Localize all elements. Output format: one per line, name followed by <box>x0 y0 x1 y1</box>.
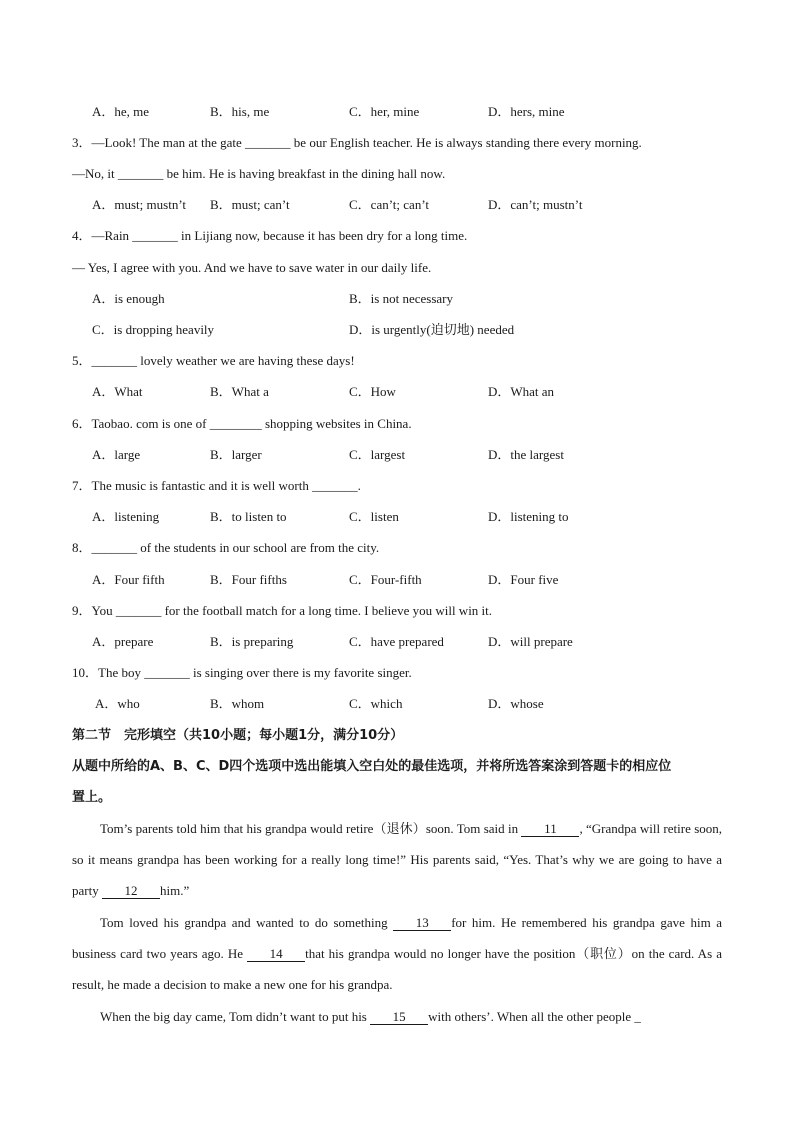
q6-option-c: C．largest <box>349 447 406 462</box>
q4-stem: 4．—Rain _______ in Lijiang now, because it has been dry for a long time. <box>72 228 468 243</box>
q6-option-b: B．larger <box>210 447 262 462</box>
q7-option-c: C．listen <box>349 509 399 524</box>
q5-option-a: A．What <box>92 384 143 399</box>
q3-option-a: A．must; mustn’t <box>92 197 187 212</box>
q7-option-d: D．listening to <box>488 509 569 524</box>
section-title: 第二节 完形填空（共10小题；每小题1分，满分10分） <box>72 728 404 743</box>
q3-stem: 3．—Look! The man at the gate _______ be our English teacher. He is always standing there every morning. <box>72 135 642 150</box>
blank-11: 11 <box>521 822 579 837</box>
q5-option-d: D．What an <box>488 384 555 399</box>
passage-text: that his grandpa would no longer have the position（职位）on the card. As a result, he made a decision to make a new one for his grandpa. <box>72 946 722 992</box>
q5-stem: 5．_______ lovely weather we are having these days! <box>72 353 355 368</box>
q10-option-d: D．whose <box>488 696 544 711</box>
passage-text: him.” <box>159 883 190 898</box>
q8-option-d: D．Four five <box>488 572 559 587</box>
q4-reply: — Yes, I agree with you. And we have to save water in our daily life. <box>72 260 432 275</box>
q3-option-c: C．can’t; can’t <box>349 197 430 212</box>
q8-option-a: A．Four fifth <box>92 572 165 587</box>
q5-option-b: B．What a <box>210 384 269 399</box>
q2-option-c: C．her, mine <box>349 104 420 119</box>
q9-option-a: A．prepare <box>92 634 154 649</box>
q10-option-a: A．who <box>95 696 140 711</box>
blank-13: 13 <box>393 916 451 931</box>
q8-option-b: B．Four fifths <box>210 572 287 587</box>
blank-14: 14 <box>247 947 305 962</box>
q10-option-b: B．whom <box>210 696 265 711</box>
q3-option-d: D．can’t; mustn’t <box>488 197 583 212</box>
passage-paragraph-3 <box>72 1001 722 1032</box>
blank-12: 12 <box>102 884 160 899</box>
q4-option-c: C．is dropping heavily <box>92 322 215 337</box>
passage-text: When the big day came, Tom didn’t want to put his <box>100 1009 371 1024</box>
q3-option-b: B．must; can’t <box>210 197 290 212</box>
q5-option-c: C．How <box>349 384 396 399</box>
section-instruction-line2: 置上。 <box>72 790 112 805</box>
section-instruction-line1: 从题中所给的A、B、C、D四个选项中选出能填入空白处的最佳选项，并将所选答案涂到答题卡的相应位 <box>72 759 672 774</box>
passage-text: Tom loved his grandpa and wanted to do something <box>100 915 394 930</box>
q2-option-a: A．he, me <box>92 104 150 119</box>
q6-option-d: D．the largest <box>488 447 564 462</box>
passage-text: Tom’s parents told him that his grandpa would retire（退休）soon. Tom said in <box>100 821 522 836</box>
passage-text: for him. He remembered his grandpa gave him a business card two years ago. He <box>72 915 723 961</box>
q10-stem: 10．The boy _______ is singing over there is my favorite singer. <box>72 665 412 680</box>
q2-option-b: B．his, me <box>210 104 270 119</box>
q9-option-d: D．will prepare <box>488 634 573 649</box>
q10-option-c: C．which <box>349 696 403 711</box>
q9-option-b: B．is preparing <box>210 634 294 649</box>
q9-stem: 9．You _______ for the football match for a long time. I believe you will win it. <box>72 603 493 618</box>
passage-paragraph-2 <box>72 907 722 1000</box>
passage-paragraph-1 <box>72 813 722 906</box>
q7-stem: 7．The music is fantastic and it is well worth _______. <box>72 478 361 493</box>
q3-reply: —No, it _______ be him. He is having breakfast in the dining hall now. <box>72 166 446 181</box>
passage-text: with others’. When all the other people _ <box>428 1009 641 1024</box>
q8-option-c: C．Four-fifth <box>349 572 422 587</box>
q9-option-c: C．have prepared <box>349 634 444 649</box>
blank-15: 15 <box>370 1010 428 1025</box>
q4-option-d: D．is urgently(迫切地) needed <box>349 322 515 337</box>
passage-text: , “Grandpa will retire soon, so it means grandpa has been working for a really long time!” His parents said, “Yes. That’s why we are going to have a party <box>72 821 722 898</box>
q6-stem: 6．Taobao. com is one of ________ shopping websites in China. <box>72 416 412 431</box>
q7-option-b: B．to listen to <box>210 509 287 524</box>
q6-option-a: A．large <box>92 447 141 462</box>
q4-option-a: A．is enough <box>92 291 165 306</box>
q2-option-d: D．hers, mine <box>488 104 565 119</box>
q4-option-b: B．is not necessary <box>349 291 453 306</box>
q8-stem: 8．_______ of the students in our school are from the city. <box>72 540 380 555</box>
q7-option-a: A．listening <box>92 509 160 524</box>
